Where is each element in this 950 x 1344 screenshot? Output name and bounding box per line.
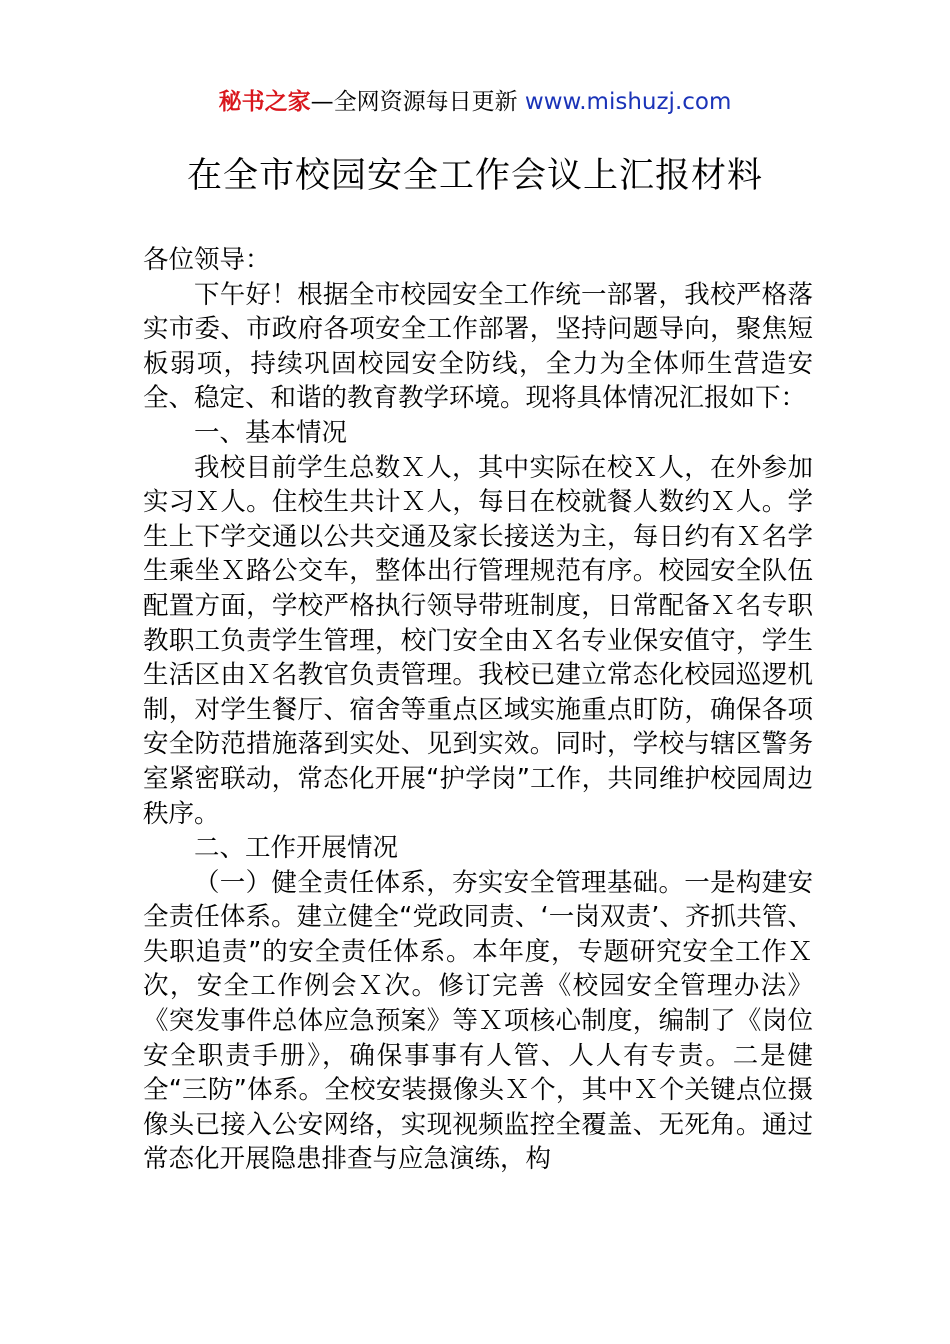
paragraph-responsibility-system: （一）健全责任体系，夯实安全管理基础。一是构建安全责任体系。建立健全“党政同责、‘一岗双责’、齐抓共管、失职追责”的安全责任体系。本年度，专题研究安全工作Ｘ次，安全工作例会Ｘ次。修订完善《校园安全管理办法》《突发事件总体应急预案》等Ｘ项核心制度，编制了《岗位安全职责手册》，确保事事有人管、人人有专责。二是健全“三防”体系。全校安装摄像头Ｘ个，其中Ｘ个关键点位摄像头已接入公安网络，实现视频监控全覆盖、无死角。通过常态化开展隐患排查与应急演练，构 [143, 867, 813, 1175]
site-header [0, 86, 950, 118]
document-body [143, 243, 813, 1177]
paragraph-intro: 下午好！根据全市校园安全工作统一部署，我校严格落实市委、市政府各项安全工作部署，坚持问题导向，聚焦短板弱项，持续巩固校园安全防线，全力为全体师生营造安全、稳定、和谐的教育教学环境。现将具体情况汇报如下： [143, 279, 813, 414]
paragraph-basic-situation: 我校目前学生总数Ｘ人，其中实际在校Ｘ人，在外参加实习Ｘ人。住校生共计Ｘ人，每日在校就餐人数约Ｘ人。学生上下学交通以公共交通及家长接送为主，每日约有Ｘ名学生乘坐Ｘ路公交车，整体出行管理规范有序。校园安全队伍配置方面，学校严格执行领导带班制度，日常配备Ｘ名专职教职工负责学生管理，校门安全由Ｘ名专业保安值守，学生生活区由Ｘ名教官负责管理。我校已建立常态化校园巡逻机制，对学生餐厅、宿舍等重点区域实施重点盯防，确保各项安全防范措施落到实处、见到实效。同时，学校与辖区警务室紧密联动，常态化开展“护学岗”工作，共同维护校园周边秩序。 [143, 452, 813, 829]
section-heading-work-progress: 二、工作开展情况 [194, 833, 399, 864]
document-title: 在全市校园安全工作会议上汇报材料 [186, 156, 763, 196]
site-brand: 秘书之家 [218, 89, 311, 115]
site-url-link[interactable]: www.mishuzj.com [524, 89, 732, 115]
site-tagline: —全网资源每日更新 [310, 89, 525, 115]
salutation: 各位领导： [143, 245, 271, 275]
section-heading-basic-situation: 一、基本情况 [194, 417, 348, 448]
